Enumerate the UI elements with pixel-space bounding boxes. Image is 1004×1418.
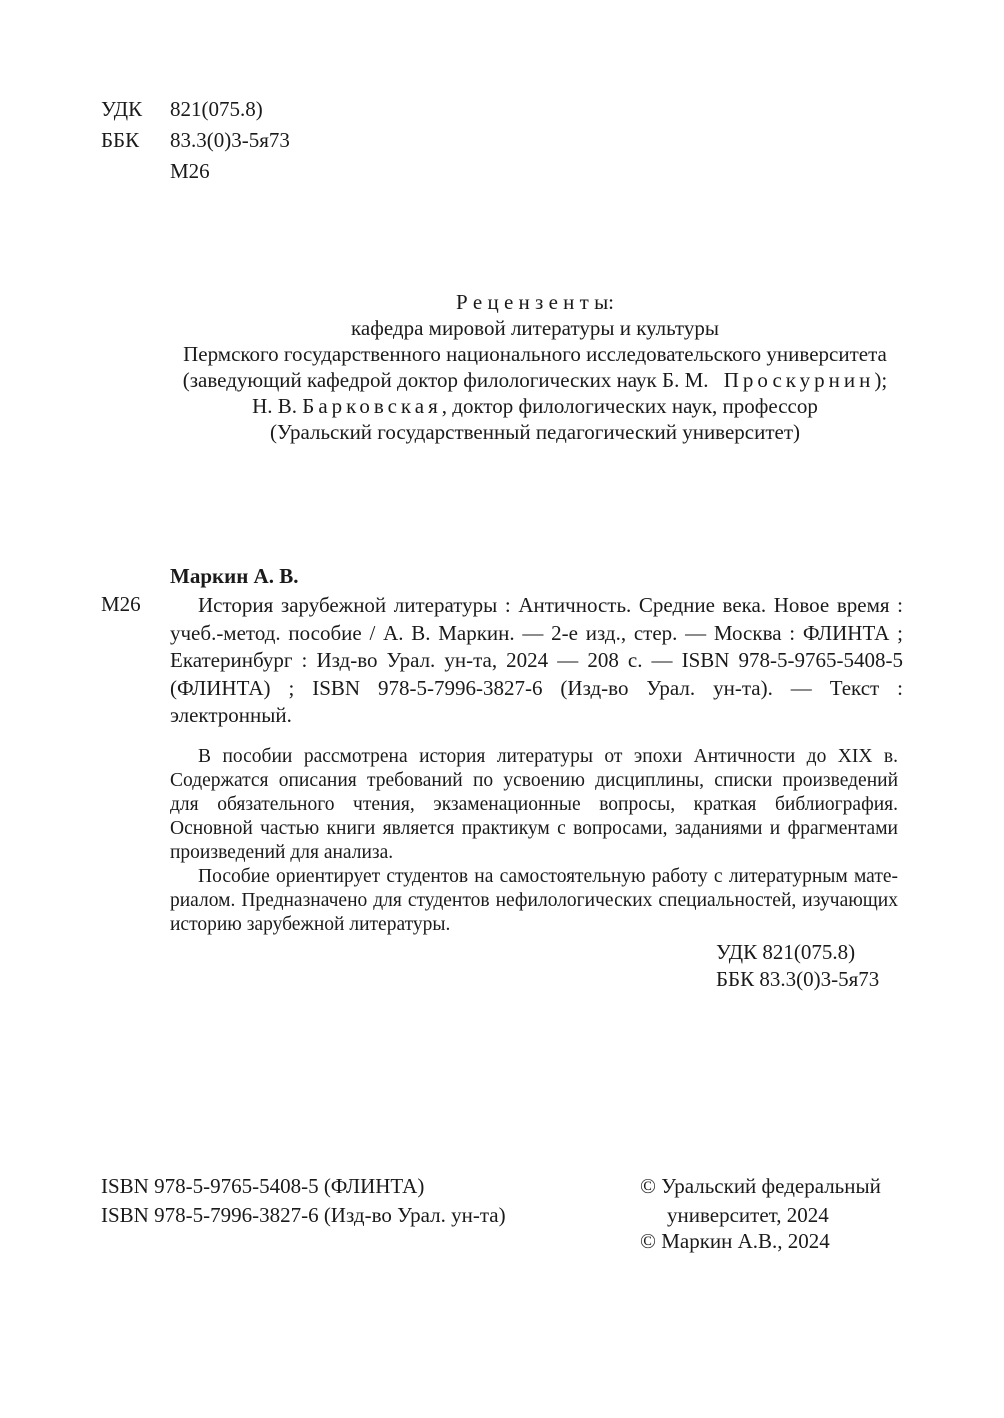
bib-mark: М26: [101, 592, 141, 616]
abstract-line: Пособие ориентирует студентов на самостоятельную работу с литературным мате-: [198, 866, 898, 887]
abstract-line: для обязательного чтения, экзаменационные вопросы, краткая библиография.: [170, 794, 898, 815]
bib-line: Екатеринбург : Изд-во Урал. ун-та, 2024 — 208 с. — ISBN 978-5-9765-5408-5: [170, 648, 903, 672]
reviewers-block: [170, 289, 900, 445]
abstract-paragraph: [170, 745, 898, 769]
reviewer2-name: Барковская: [302, 394, 442, 418]
reviewers-line: [170, 367, 900, 393]
author-mark: М26: [170, 159, 210, 183]
footer-udk: УДК 821(075.8): [716, 940, 856, 964]
bib-line: (ФЛИНТА) ; ISBN 978-5-7996-3827-6 (Изд-во Урал. ун-та). — Текст :: [170, 675, 903, 700]
abstract-line: Содержатся описания требований по усвоению дисциплины, списки произведений: [170, 770, 898, 791]
bib-line: История зарубежной литературы : Античность. Средние века. Новое время :: [198, 593, 903, 617]
reviewers-line: (Уральский государственный педагогический университет): [269, 420, 801, 444]
reviewers-line: кафедра мировой литературы и культуры: [351, 316, 719, 340]
reviewer1-name: Проскурнин: [723, 368, 875, 392]
udk-label: УДК: [101, 97, 143, 121]
reviewer1-suffix: );: [874, 368, 888, 392]
copyright-line: © Маркин А.В., 2024: [640, 1229, 830, 1253]
reviewers-line: [170, 393, 900, 419]
abstract-line: произведений для анализа.: [170, 842, 394, 863]
abstract-paragraph: [170, 865, 898, 889]
copyright-line: университет, 2024: [667, 1203, 829, 1227]
copyright-line: © Уральский федеральный: [640, 1174, 881, 1198]
bib-author: Маркин А. В.: [170, 564, 299, 588]
abstract-line: историю зарубежной литературы.: [170, 914, 451, 935]
bib-description: [170, 592, 903, 730]
abstract: [170, 745, 898, 937]
footer-bbk: ББК 83.3(0)3-5я73: [716, 967, 880, 991]
udk-value: 821(075.8): [170, 97, 263, 121]
bbk-value: 83.3(0)3-5я73: [170, 128, 290, 152]
reviewer2-suffix: , доктор филологических наук, профессор: [441, 394, 818, 418]
abstract-line: риалом. Предназначено для студентов нефилологических специальностей, изучающих: [170, 890, 898, 911]
abstract-line: Основной частью книги является практикум с вопросами, заданиями и фрагментами: [170, 818, 898, 839]
reviewers-heading: Р е ц е н з е н т ы:: [455, 290, 615, 314]
reviewers-line: Пермского государственного национального исследовательского университета: [183, 342, 887, 366]
bib-line: учеб.-метод. пособие / А. В. Маркин. — 2-е изд., стер. — Москва : ФЛИНТА ;: [170, 620, 903, 645]
bbk-label: ББК: [101, 128, 140, 152]
bib-line: электронный.: [170, 703, 292, 727]
reviewer2-initials: Н. В.: [252, 394, 298, 418]
isbn-line: ISBN 978-5-9765-5408-5 (ФЛИНТА): [101, 1174, 425, 1198]
reviewer1-prefix: (заведующий кафедрой доктор филологических наук Б. М.: [182, 368, 709, 392]
isbn-line: ISBN 978-5-7996-3827-6 (Изд-во Урал. ун-та): [101, 1203, 506, 1227]
abstract-line: В пособии рассмотрена история литературы от эпохи Античности до XIX в.: [198, 746, 898, 767]
